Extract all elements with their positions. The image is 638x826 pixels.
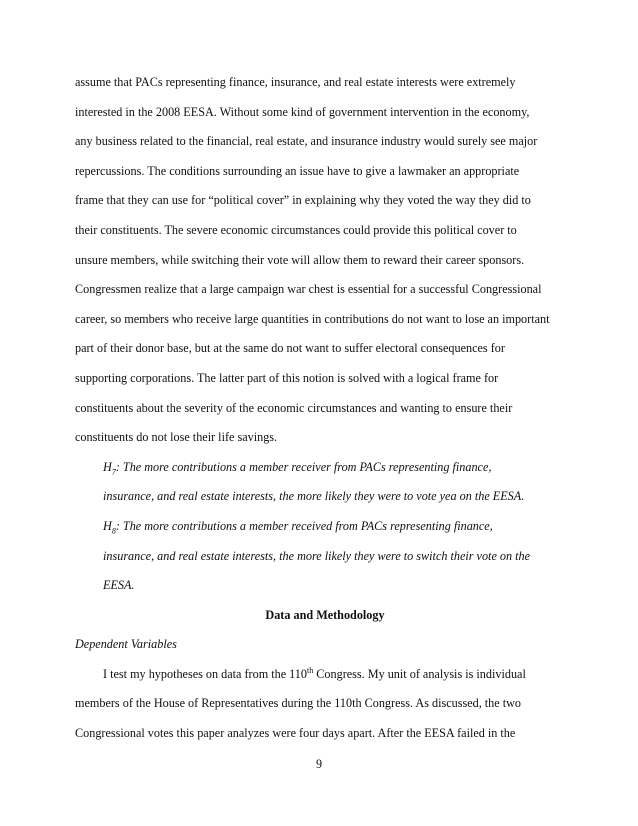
paragraph-1-line: Congressmen realize that a large campaign war chest is essential for a successful Congressional (75, 282, 542, 297)
hypothesis-8-line-1: $H_8$: The more contributions a member received from PACs representing finance, (103, 518, 493, 536)
page-number: 9 (315, 757, 323, 771)
hypothesis-7-line-1: $H_7$: The more contributions a member receiver from PACs representing finance, (103, 459, 492, 477)
paragraph-1-line: career, so members who receive large quantities in contributions do not want to lose an important (75, 311, 550, 326)
hypothesis-7-line-2: insurance, and real estate interests, the more likely they were to vote yea on the EESA. (103, 489, 525, 504)
paragraph-1-line: constituents about the severity of the economic circumstances and wanting to ensure their (75, 400, 513, 415)
body-text (75, 68, 575, 749)
subsection-heading: Dependent Variables (75, 637, 177, 652)
paragraph-1-line: any business related to the financial, real estate, and insurance industry would surely see major (75, 134, 538, 149)
paragraph-2-line-2: members of the House of Representatives during the 110th Congress. As discussed, the two (75, 696, 522, 711)
hypothesis-8-line-2: insurance, and real estate interests, the more likely they were to switch their vote on the (103, 548, 531, 563)
paragraph-1-line: part of their donor base, but at the same do not want to suffer electoral consequences for (75, 341, 505, 356)
paragraph-2-line-1: I test my hypotheses on data from the 110th Congress. My unit of analysis is individual (103, 665, 526, 681)
paragraph-1 (75, 68, 575, 453)
paragraph-1-line: assume that PACs representing finance, insurance, and real estate interests were extremely (75, 75, 516, 89)
paragraph-1-line: interested in the 2008 EESA. Without some kind of government intervention in the economy, (75, 104, 530, 119)
paragraph-1-line: supporting corporations. The latter part of this notion is solved with a logical frame for (75, 370, 499, 385)
paragraph-1-line: unsure members, while switching their vote will allow them to reward their career sponsors. (75, 252, 525, 267)
paragraph-1-line: constituents do not lose their life savings. (75, 430, 278, 445)
paragraph-1-line: their constituents. The severe economic circumstances could provide this political cover to (75, 222, 517, 237)
paragraph-2-line-3: Congressional votes this paper analyzes were four days apart. After the EESA failed in the (75, 726, 516, 741)
section-heading: Data and Methodology (265, 607, 385, 622)
hypothesis-8-line-3: EESA. (103, 578, 135, 593)
paragraph-1-line: repercussions. The conditions surrounding an issue have to give a lawmaker an appropriate (75, 163, 520, 178)
paragraph-1-line: frame that they can use for “political cover” in explaining why they voted the way they did to (75, 193, 531, 208)
